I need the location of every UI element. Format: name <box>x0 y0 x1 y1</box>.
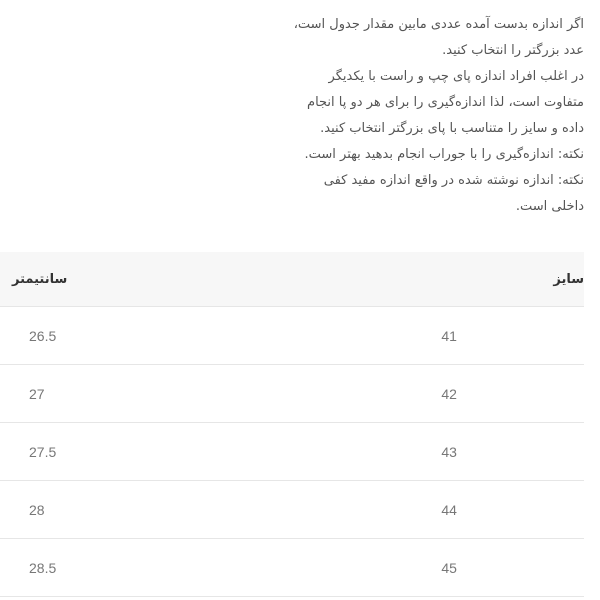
note-line: نکته: اندازه‌گیری را با جوراب انجام بدهید بهتر است. <box>304 147 584 162</box>
note-line: داده و سایز را متناسب با پای بزرگتر انتخاب کنید. <box>320 121 584 136</box>
cell-size: 45 <box>141 539 584 597</box>
cell-centimeter: 26.5 <box>0 307 141 365</box>
cell-size: 41 <box>141 307 584 365</box>
table-row <box>0 307 584 365</box>
cell-centimeter: 27 <box>0 365 141 423</box>
table-row <box>0 539 584 597</box>
cell-centimeter: 28.5 <box>0 539 141 597</box>
cell-size: 43 <box>141 423 584 481</box>
size-table <box>0 252 584 597</box>
column-header-centimeter: سانتیمتر <box>0 252 141 307</box>
size-guide-notes <box>204 12 584 220</box>
note-line: عدد بزرگتر را انتخاب کنید. <box>442 43 584 58</box>
cell-size: 44 <box>141 481 584 539</box>
cell-size: 42 <box>141 365 584 423</box>
note-line: داخلی است. <box>515 199 584 214</box>
cell-centimeter: 28 <box>0 481 141 539</box>
table-header-row <box>0 252 584 307</box>
table-row <box>0 423 584 481</box>
note-line: در اغلب افراد اندازه پای چپ و راست با یکدیگر <box>328 69 584 84</box>
note-line: اگر اندازه بدست آمده عددی مابین مقدار جدول است، <box>293 17 584 32</box>
note-line: متفاوت است، لذا اندازه‌گیری را برای هر دو پا انجام <box>307 95 584 110</box>
column-header-size: سایز <box>141 252 584 307</box>
note-line: نکته: اندازه نوشته شده در واقع اندازه مفید کفی <box>323 173 584 188</box>
table-row <box>0 365 584 423</box>
cell-centimeter: 27.5 <box>0 423 141 481</box>
table-row <box>0 481 584 539</box>
